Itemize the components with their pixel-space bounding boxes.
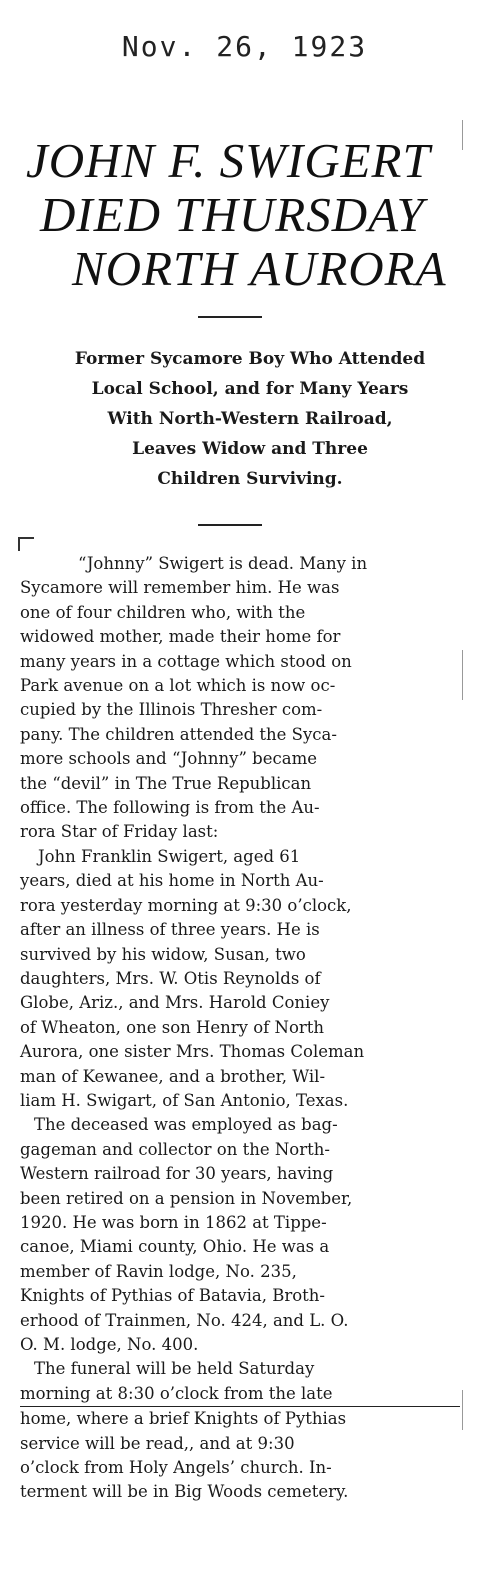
article-body [20,552,460,1505]
body-line: daughters, Mrs. W. Otis Reynolds of [20,968,321,988]
body-line: gageman and collector on the North- [20,1139,330,1159]
body-line: Globe, Ariz., and Mrs. Harold Coniey [20,993,330,1013]
scan-edge-mark [462,1390,463,1430]
body-line: Sycamore will remember him. He was [20,578,340,598]
subhead-line-4: Leaves Widow and Three [132,439,368,459]
body-line: of Wheaton, one son Henry of North [20,1017,325,1037]
headline-line-1: JOHN F. SWIGERT [26,133,431,188]
body-line: been retired on a pension in November, [20,1188,353,1208]
subhead-line-1: Former Sycamore Boy Who Attended [74,349,426,369]
body-line: office. The following is from the Au- [20,798,320,818]
body-line: man of Kewanee, and a brother, Wil- [20,1066,326,1086]
body-line: Western railroad for 30 years, having [20,1164,334,1184]
body-line: home, where a brief Knights of Pythias [20,1409,347,1429]
body-line: member of Ravin lodge, No. 235, [20,1261,297,1281]
body-line: o’clock from Holy Angels’ church. In- [20,1458,332,1478]
corner-crop-mark [18,537,34,551]
body-line: survived by his widow, Susan, two [20,944,306,964]
divider-rule-bottom [198,524,262,526]
body-line: Park avenue on a lot which is now oc- [20,676,336,696]
body-line: liam H. Swigart, of San Antonio, Texas. [20,1090,349,1110]
subhead-line-2: Local School, and for Many Years [91,379,409,399]
scan-edge-mark [462,650,463,700]
body-line: terment will be in Big Woods cemetery. [20,1482,349,1502]
body-line: John Franklin Swigert, aged 61 [38,846,301,866]
body-line: service will be read,, and at 9:30 [20,1433,295,1453]
body-line: many years in a cottage which stood on [20,651,352,671]
subhead-line-5: Children Surviving. [157,469,343,489]
body-line: after an illness of three years. He is [20,920,320,940]
body-line: 1920. He was born in 1862 at Tippe- [20,1212,327,1232]
body-line: O. M. lodge, No. 400. [20,1335,199,1354]
body-line: pany. The children attended the Syca- [20,724,337,744]
body-line: rora yesterday morning at 9:30 o’clock, [20,895,352,915]
headline [0,134,489,296]
body-line: canoe, Miami county, Ohio. He was a [20,1237,330,1257]
body-line: The deceased was employed as bag- [34,1115,338,1135]
body-line: “Johnny” Swigert is dead. Many in [78,554,368,573]
body-line: cupied by the Illinois Thresher com- [20,700,323,720]
headline-line-2: DIED THURSDAY [40,187,425,242]
clipping-date: Nov. 26, 1923 [121,30,368,63]
body-line: widowed mother, made their home for [20,627,341,647]
body-line: years, died at his home in North Au- [20,871,324,891]
body-line: one of four children who, with the [20,602,306,622]
body-line: Aurora, one sister Mrs. Thomas Coleman [20,1042,365,1062]
headline-line-3: NORTH AURORA [72,241,447,296]
body-line: the “devil” in The True Republican [20,773,312,793]
subhead-line-3: With North-Western Railroad, [107,409,393,429]
divider-rule-top [198,316,262,318]
body-line: morning at 8:30 o’clock from the late [20,1382,460,1407]
body-line: Knights of Pythias of Batavia, Broth- [20,1286,325,1306]
subheadline [20,344,480,494]
body-line: rora Star of Friday last: [20,822,219,842]
body-line: more schools and “Johnny” became [20,749,317,769]
body-line: The funeral will be held Saturday [34,1359,315,1379]
body-line: erhood of Trainmen, No. 424, and L. O. [20,1310,349,1330]
scan-edge-mark [462,120,463,150]
